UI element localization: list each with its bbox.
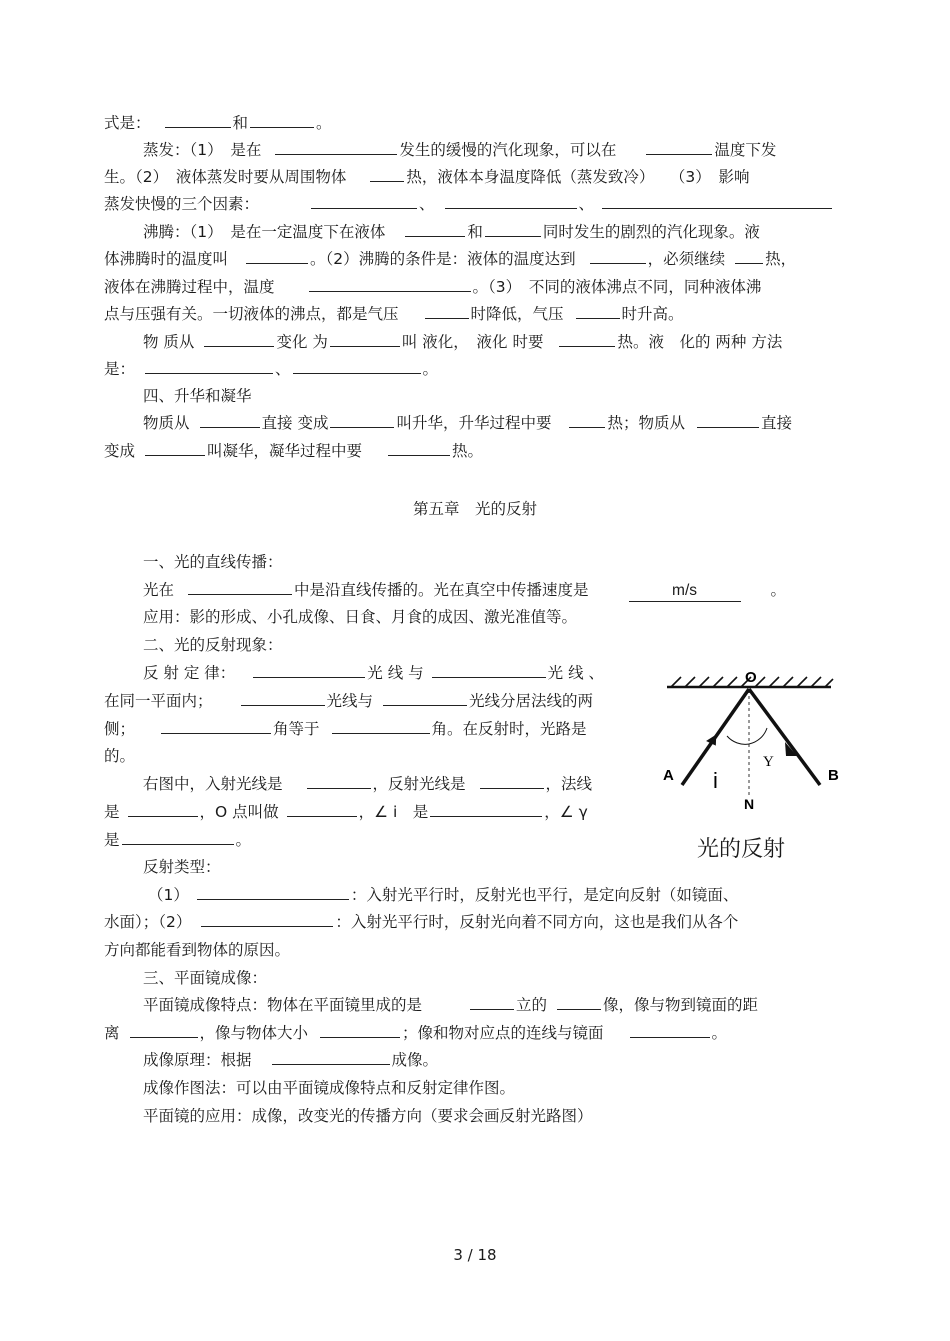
text: 时降低，气压: [470, 305, 564, 323]
text-line: [143, 413, 792, 433]
blank: [145, 441, 205, 456]
text: 二、光的反射现象：: [143, 636, 283, 654]
blank: [432, 663, 546, 678]
blank: [388, 441, 450, 456]
text: 体沸腾时的温度叫: [104, 250, 229, 268]
blank: [590, 249, 646, 264]
blank: [272, 1050, 390, 1065]
text: 点与压强有关。一切液体的沸点，都是气压: [104, 305, 399, 323]
text-line: [104, 830, 251, 850]
text: 右图中，入射光线是: [143, 775, 283, 793]
page-number: 3 / 18: [453, 1246, 497, 1264]
text: ，∠ γ: [544, 803, 588, 821]
text-line: [143, 1050, 438, 1070]
text: 蒸发：（1） 是在: [143, 141, 262, 159]
text: 方向都能看到物体的原因。: [104, 941, 291, 959]
text: 生。（2） 液体蒸发时要从周围物体: [104, 168, 347, 186]
label-a: A: [663, 767, 674, 784]
text: 蒸发快慢的三个因素：: [104, 195, 260, 213]
blank: [430, 802, 542, 817]
text: 。: [422, 360, 439, 378]
blank: [241, 691, 325, 706]
blank: [250, 113, 314, 128]
text-line: [104, 194, 834, 214]
blank: [320, 1023, 400, 1038]
text-line: [143, 1078, 515, 1098]
blank: [576, 304, 620, 319]
text: ，法线: [545, 775, 593, 793]
text: ，像与物体大小: [199, 1024, 309, 1042]
blank: [697, 413, 759, 428]
text: 热。液 化的 两种 方法: [617, 333, 783, 351]
blank: [370, 167, 404, 182]
text-line: [104, 113, 332, 133]
text-line: [148, 885, 738, 905]
blank: [246, 249, 308, 264]
text: 、: [578, 195, 595, 213]
text: ，O 点叫做: [199, 803, 279, 821]
text: 成像原理：根据: [143, 1051, 252, 1069]
blank: [253, 663, 365, 678]
text: 在同一平面内；: [104, 692, 213, 710]
blank: [307, 774, 371, 789]
text: 像，像与物到镜面的距: [603, 996, 759, 1014]
text: 温度下发: [714, 141, 777, 159]
text-line: [104, 304, 684, 324]
text-line: [104, 940, 290, 960]
section-heading: [143, 635, 283, 655]
text: ；像和物对应点的连线与镜面: [402, 1024, 604, 1042]
label-o: O: [745, 669, 757, 686]
text: 。: [316, 114, 332, 132]
text-line: [104, 719, 587, 739]
text: 、: [419, 195, 435, 213]
text: 光 线 、: [547, 664, 605, 682]
section-heading: [143, 386, 252, 406]
text-line: [143, 140, 776, 160]
text-line: [143, 580, 786, 602]
text: 沸腾：（1） 是在一定温度下在液体: [143, 223, 386, 241]
text: 物质从: [143, 414, 190, 432]
angle-i-arc: [727, 736, 749, 744]
text: 成像作图法：可以由平面镜成像特点和反射定律作图。: [143, 1079, 516, 1097]
chapter-title: 第五章 光的反射: [412, 500, 537, 518]
text: 平面镜的应用：成像，改变光的传播方向（要求会画反射光路图）: [143, 1107, 593, 1125]
text: 物 质从: [143, 333, 195, 351]
text: 直接: [760, 414, 792, 432]
blank: [480, 774, 544, 789]
text-line: [104, 1023, 727, 1043]
blank: [569, 413, 605, 428]
blank: [630, 1023, 710, 1038]
text-line: [143, 774, 592, 794]
text: 和: [467, 223, 483, 241]
text: 角等于: [273, 720, 320, 738]
text: ，反射光线是: [372, 775, 466, 793]
blank: [122, 830, 234, 845]
text-line: [104, 277, 761, 297]
text: 是: [104, 803, 120, 821]
text: 成像。: [391, 1051, 439, 1069]
text: 叫凝华，凝华过程中要: [207, 442, 363, 460]
text: 侧；: [104, 720, 136, 738]
label-b: B: [828, 767, 839, 784]
text-line: [104, 359, 438, 379]
blank: [383, 691, 467, 706]
speed-unit: m/s: [629, 581, 741, 602]
blank: [197, 885, 349, 900]
text: 直接 变成: [261, 414, 329, 432]
blank: [128, 802, 198, 817]
blank: [161, 719, 271, 734]
blank: [201, 912, 333, 927]
text: 立的: [516, 996, 548, 1014]
blank: [309, 277, 471, 292]
text-line: [104, 802, 588, 822]
reflection-diagram: [655, 660, 845, 820]
text: 光在: [143, 581, 175, 599]
text: 、: [275, 360, 291, 378]
text: 。（3） 不同的液体沸点不同，同种液体沸: [472, 278, 762, 296]
text-line: [143, 995, 758, 1015]
text: ，必须继续: [647, 250, 726, 268]
text: 光线分居法线的两: [469, 692, 594, 710]
text-line: [143, 663, 604, 683]
blank: [165, 113, 231, 128]
text: 离: [104, 1024, 120, 1042]
text-line: [104, 249, 796, 269]
figure-caption: 光的反射: [697, 837, 786, 862]
blank: [646, 140, 712, 155]
section-heading: [143, 552, 283, 572]
text: 液体在沸腾过程中，温度: [104, 278, 275, 296]
text: 反射类型：: [143, 858, 221, 876]
text: ：入射光平行时，反射光向着不同方向，这也是我们从各个: [335, 913, 739, 931]
text-line: [143, 1106, 593, 1126]
text: 时升高。: [621, 305, 684, 323]
text-line: [143, 332, 782, 352]
blank: [559, 332, 615, 347]
blank: [557, 995, 601, 1010]
text: 热，液体本身温度降低（蒸发致冷） （3） 影响: [406, 168, 750, 186]
text: 。: [711, 1024, 728, 1042]
text: 叫升华，升华过程中要: [396, 414, 552, 432]
section-heading: [143, 968, 267, 988]
text: 角。在反射时，光路是: [431, 720, 587, 738]
text: 叫 液化， 液化 时要: [401, 333, 544, 351]
blank: [188, 580, 292, 595]
blank: [485, 222, 541, 237]
text: ，∠ i 是: [358, 803, 429, 821]
blank: [204, 332, 274, 347]
blank: [200, 413, 260, 428]
blank: [425, 304, 469, 319]
text-line: [143, 607, 577, 627]
text: 变化 为: [276, 333, 328, 351]
blank: [275, 140, 397, 155]
text-line: [104, 912, 738, 932]
text: 四、升华和凝华: [143, 387, 252, 405]
text: 。（2）沸腾的条件是：液体的温度达到: [310, 250, 576, 268]
text: 光 线 与: [367, 664, 424, 682]
text: 的。: [104, 747, 136, 765]
text: ：入射光平行时，反射光也平行，是定向反射（如镜面、: [350, 886, 739, 904]
label-n: N: [744, 796, 755, 812]
blank: [330, 332, 400, 347]
text: 是: [104, 831, 120, 849]
text: 热。: [452, 442, 484, 460]
reflected-ray: [749, 689, 820, 785]
text: 三、平面镜成像：: [143, 969, 268, 987]
text: 热；物质从: [607, 414, 685, 432]
blank: [311, 194, 417, 209]
text-line: [104, 746, 135, 766]
text: 平面镜成像特点：物体在平面镜里成的是: [143, 996, 423, 1014]
text: 应用：影的形成、小孔成像、日食、月食的成因、激光准值等。: [143, 608, 578, 626]
text: 是：: [104, 360, 136, 378]
blank: [287, 802, 357, 817]
text: 同时发生的剧烈的汽化现象。液: [542, 223, 760, 241]
blank: [293, 359, 421, 374]
text: 反 射 定 律：: [143, 664, 236, 682]
blank: [145, 359, 273, 374]
text-line: [143, 222, 760, 242]
text-line: [104, 441, 483, 461]
blank: [405, 222, 465, 237]
text-line: [104, 691, 593, 711]
text: 中是沿直线传播的。光在真空中传播速度是: [294, 581, 589, 599]
text: 变成: [104, 442, 136, 460]
blank: [330, 413, 394, 428]
blank: [332, 719, 430, 734]
text: 水面）；（2）: [104, 913, 192, 931]
blank: [130, 1023, 198, 1038]
angle-gamma-arc: [749, 728, 767, 744]
blank: [602, 194, 832, 209]
text: 发生的缓慢的汽化现象，可以在: [399, 141, 617, 159]
text-line: [104, 167, 750, 187]
label-i: i: [713, 768, 718, 793]
blank: [735, 249, 763, 264]
text: 和: [232, 114, 249, 132]
text: 热，: [765, 250, 797, 268]
label-gamma: Y: [763, 754, 774, 770]
text: 。: [235, 831, 252, 849]
text: 一、光的直线传播：: [143, 553, 283, 571]
blank: [445, 194, 577, 209]
text: 光线与: [326, 692, 374, 710]
text: 。: [770, 581, 787, 599]
text: 式是：: [104, 114, 151, 132]
blank: [470, 995, 514, 1010]
text: （1）: [148, 886, 189, 904]
section-heading: [143, 857, 221, 877]
